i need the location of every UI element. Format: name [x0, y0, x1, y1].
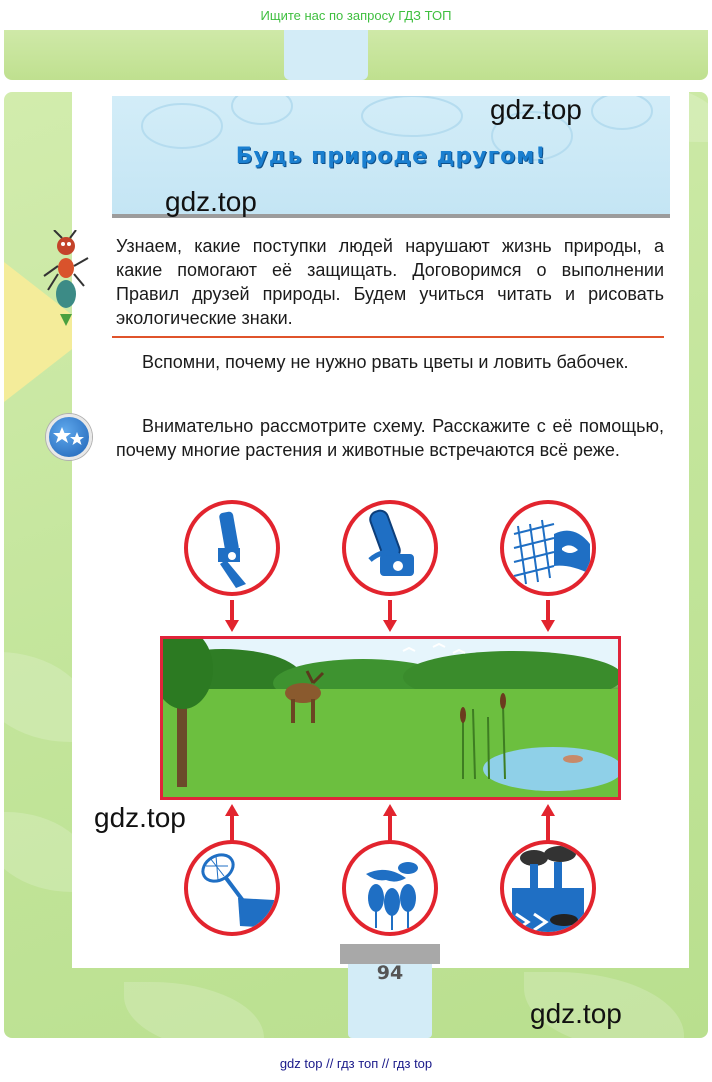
stars-icon	[46, 414, 92, 460]
intro-paragraph: Узнаем, какие поступки людей нарушают жизнь природы, а какие помогают её защищать. Договоримся о выполнении Правил друзей природы. Будем учиться читать и рисовать экологические знаки.	[116, 236, 664, 328]
task-paragraph: Внимательно рассмотрите схему. Расскажите с её помощью, почему многие растения и животные встречаются всё реже.	[116, 416, 664, 460]
leaf-decoration	[124, 982, 264, 1038]
arrow-down-head	[541, 620, 555, 632]
ant-mascot-icon	[40, 230, 92, 330]
remember-paragraph: Вспомни, почему не нужно рвать цветы и ловить бабочек.	[142, 352, 629, 372]
fishing-net-icon	[500, 500, 596, 596]
arrow-down	[388, 600, 392, 622]
footer-watermark: gdz top // гдз топ // гдз top	[279, 1056, 433, 1071]
top-banner: Ищите нас по запросу ГДЗ ТОП	[0, 0, 712, 34]
factory-pollution-icon	[500, 840, 596, 936]
arrow-down	[546, 600, 550, 622]
watermark: gdz.top	[530, 998, 622, 1029]
arrow-down-head	[383, 620, 397, 632]
page-number-bar	[340, 944, 440, 964]
flower-bouquet-icon	[342, 840, 438, 936]
page-number: 94	[376, 962, 404, 984]
previous-page-edge	[4, 30, 708, 80]
previous-page-tab	[284, 30, 368, 80]
gun-icon	[184, 500, 280, 596]
page-title: Будь природе другом!	[235, 144, 547, 169]
divider-line	[112, 336, 664, 338]
arrow-up	[388, 814, 392, 842]
arrow-down	[230, 600, 234, 622]
watermark: gdz.top	[165, 186, 257, 217]
watermark: gdz.top	[490, 94, 582, 125]
nature-scene-image	[160, 636, 621, 800]
arrow-up	[546, 814, 550, 842]
watermark: gdz.top	[94, 802, 186, 833]
arrow-down-head	[225, 620, 239, 632]
arrow-up	[230, 814, 234, 842]
butterfly-net-icon	[184, 840, 280, 936]
chainsaw-icon	[342, 500, 438, 596]
